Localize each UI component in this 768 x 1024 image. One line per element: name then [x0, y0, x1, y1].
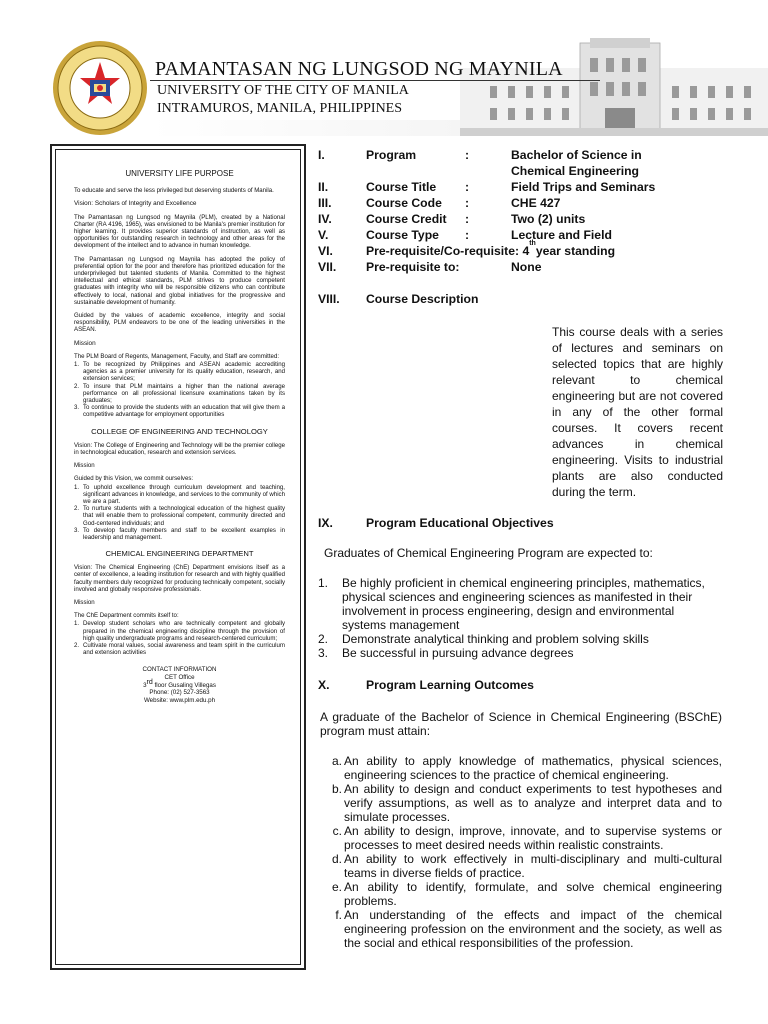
item-text: To continue to provide the students with an education that will give them a competitive advantage for employment opportunities	[83, 404, 285, 419]
sidebar-title: UNIVERSITY LIFE PURPOSE	[125, 169, 234, 178]
plm-paragraph-3: Guided by the values of academic excellence, integrity and social responsibility, PLM endeavors to be one of the leading universities in the ASEAN.	[74, 312, 285, 334]
item-number: 3.	[74, 526, 80, 534]
vision-line	[74, 200, 285, 207]
contact-phone: Phone: (02) 527-3563	[149, 689, 210, 697]
list-item: d. An ability to work effectively in multi-disciplinary and multi-cultural teams in diverse fields of practice.	[331, 852, 722, 880]
list-item	[74, 642, 285, 656]
contact-office: CET Office	[164, 673, 195, 681]
list-item	[74, 383, 285, 405]
letterhead	[50, 38, 750, 138]
mission-list	[74, 361, 285, 419]
item-text: To insure that PLM maintains a higher than the national average performance on all professional licensure examinations taken by its graduates;	[83, 382, 285, 405]
row-course-code: III. Course Code : CHE 427	[318, 196, 561, 210]
course-description-text: This course deals with a series of lectures and seminars on selected topics that are highly relevant to chemical engineering but are not covered in any of the other formal courses. It covers recent advances in chemical engineering. Visits to industrial plants are also conducted during the term.	[552, 325, 723, 499]
item-number: 1.	[74, 620, 80, 628]
contact-information	[74, 666, 285, 704]
item-number: 1.	[74, 361, 80, 369]
che-vision: Vision: The Chemical Engineering (ChE) Department envisions itself as a center of excellence, a leading institution for research and with highly qualified faculty members duly recognized for producing technically competent, socially involved and globally responsive professionals.	[74, 564, 285, 593]
peo-list	[318, 576, 718, 660]
list-item	[74, 404, 285, 418]
coe-mission-list	[74, 484, 285, 542]
university-address: INTRAMUROS, MANILA, PHILIPPINES	[157, 101, 403, 116]
sidebar-content	[55, 149, 301, 965]
university-subtitle: UNIVERSITY OF THE CITY OF MANILA	[157, 83, 409, 98]
plm-paragraph-1: The Pamantasan ng Lungsod ng Maynila (PLM), created by a National Charter (RA 4196, 1965), was envisioned to be Manila's premier institution for higher learning. It provides superior standards of instruction, as well as opportunities for outstanding research in technology and other areas for the development of the intellect and to advance in human knowledge.	[74, 213, 285, 250]
plo-list	[326, 754, 722, 950]
list-item	[74, 620, 285, 642]
list-item	[74, 505, 285, 527]
list-item	[74, 527, 285, 541]
city-hall-building-image	[460, 38, 768, 136]
contact-floor: 3rd floor Gusaling Villegas	[143, 678, 216, 689]
row-program: I. Program : Bachelor of Science in	[318, 148, 642, 162]
row-program-cont: Chemical Engineering	[511, 164, 639, 178]
vision-text: Scholars of Integrity and Excellence	[94, 200, 197, 208]
vision-label: Vision:	[74, 200, 94, 208]
plm-paragraph-2: The Pamantasan ng Lungsod ng Maynila has adopted the policy of preferential option for the poor and therefore has prioritized education for the underprivileged but talented students of Manila. Committed to the highest intellectual and ethical standards, PLM strives to produce competent graduates with integrity who will be responsible citizens who can contribute effectively to local, national and global initiatives for the progressive and sustainable development of humanity.	[74, 255, 285, 306]
list-item: 1. Be highly proficient in chemical engineering principles, mathematics, physical sciences and engineering sciences as manifested in their involvement in process engineering, design and environmental systems management	[318, 576, 705, 632]
item-number: 1.	[74, 483, 80, 491]
item-text: To develop faculty members and staff to be excellent examples in leadership and management.	[83, 526, 285, 541]
list-item: 3. Be successful in pursuing advance degrees	[318, 646, 574, 660]
item-number: 3.	[74, 404, 80, 412]
coe-mission-label: Mission	[74, 462, 95, 470]
item-text: Cultivate moral values, social awareness and team spirit in the curriculum and extension activities	[83, 641, 285, 657]
item-number: 2.	[74, 641, 80, 649]
list-item: c. An ability to design, improve, innovate, and to supervise systems or processes to meet desired needs within realistic constraints.	[332, 824, 722, 852]
item-text: Develop student scholars who are technically competent and globally prepared in the chemical engineering discipline through the provision of high quality undergraduate programs and research-centered curriculum;	[83, 620, 285, 642]
item-text: To uphold excellence through curriculum development and teaching, significant advances in knowledge, and services to the community of which we are a part.	[83, 483, 285, 505]
list-item	[74, 361, 285, 383]
row-prerequisite: VI. Pre-requisite/Co-requisite: 4 th year standing	[318, 240, 616, 258]
peo-intro: Graduates of Chemical Engineering Program are expected to:	[324, 546, 653, 560]
list-item: f. An understanding of the effects and impact of the chemical engineering profession on the environment and the society, as well as the social and ethical responsibilities of the profession.	[335, 908, 722, 950]
plo-heading: X. Program Learning Outcomes	[318, 678, 534, 692]
che-mission-list	[74, 620, 285, 656]
row-course-type: V. Course Type : Lecture and Field	[318, 228, 612, 242]
mission-label: Mission	[74, 339, 96, 347]
che-mission-label: Mission	[74, 598, 95, 606]
plo-intro: A graduate of the Bachelor of Science in Chemical Engineering (BSChE) program must attain:	[320, 710, 722, 738]
row-course-credit: IV. Course Credit : Two (2) units	[318, 212, 586, 226]
coe-vision: Vision: The College of Engineering and Technology will be the premier college in technological education, research and extension services.	[74, 441, 285, 456]
row-course-title: II. Course Title : Field Trips and Seminars	[318, 180, 656, 194]
purpose-text: To educate and serve the less privileged but deserving students of Manila.	[74, 187, 274, 195]
peo-heading: IX. Program Educational Objectives	[318, 516, 554, 530]
contact-title: CONTACT INFORMATION	[142, 666, 217, 674]
item-number: 2.	[74, 382, 80, 390]
list-item: 2. Demonstrate analytical thinking and problem solving skills	[318, 632, 649, 646]
che-mission-intro: The ChE Department commits itself to:	[74, 612, 179, 620]
item-text: To be recognized by Philippines and ASEAN academic accrediting agencies as a premier university for its quality education, research, and extension services;	[83, 361, 285, 383]
row-prerequisite-to: VII. Pre-requisite to: None	[318, 260, 542, 274]
header-divider	[150, 80, 600, 81]
university-seal-logo	[50, 38, 150, 138]
mission-intro: The PLM Board of Regents, Management, Faculty, and Staff are committed:	[74, 352, 280, 360]
coe-title: COLLEGE OF ENGINEERING AND TECHNOLOGY	[91, 426, 268, 436]
coe-mission-intro: Guided by this Vision, we commit ourselves:	[74, 475, 194, 483]
sidebar-box	[50, 144, 306, 970]
item-text: To nurture students with a technological education of the highest quality that will enable them to professional competent, community directed and God-centered individuals; and	[83, 505, 285, 527]
list-item: a. An ability to apply knowledge of mathematics, physical sciences, engineering sciences to the practice of chemical engineering.	[331, 754, 722, 782]
item-number: 2.	[74, 505, 80, 513]
list-item: b. An ability to design and conduct experiments to test hypotheses and verify assumptions, as well as to analyze and interpret data and to simulate processes.	[331, 782, 722, 824]
list-item: e. An ability to identify, formulate, and solve chemical engineering problems.	[331, 880, 722, 908]
course-description-heading: VIII. Course Description	[318, 292, 479, 306]
contact-website: Website: www.plm.edu.ph	[143, 696, 216, 704]
che-title: CHEMICAL ENGINEERING DEPARTMENT	[105, 549, 254, 559]
university-name: PAMANTASAN NG LUNGSOD NG MAYNILA	[155, 58, 563, 80]
list-item	[74, 484, 285, 506]
